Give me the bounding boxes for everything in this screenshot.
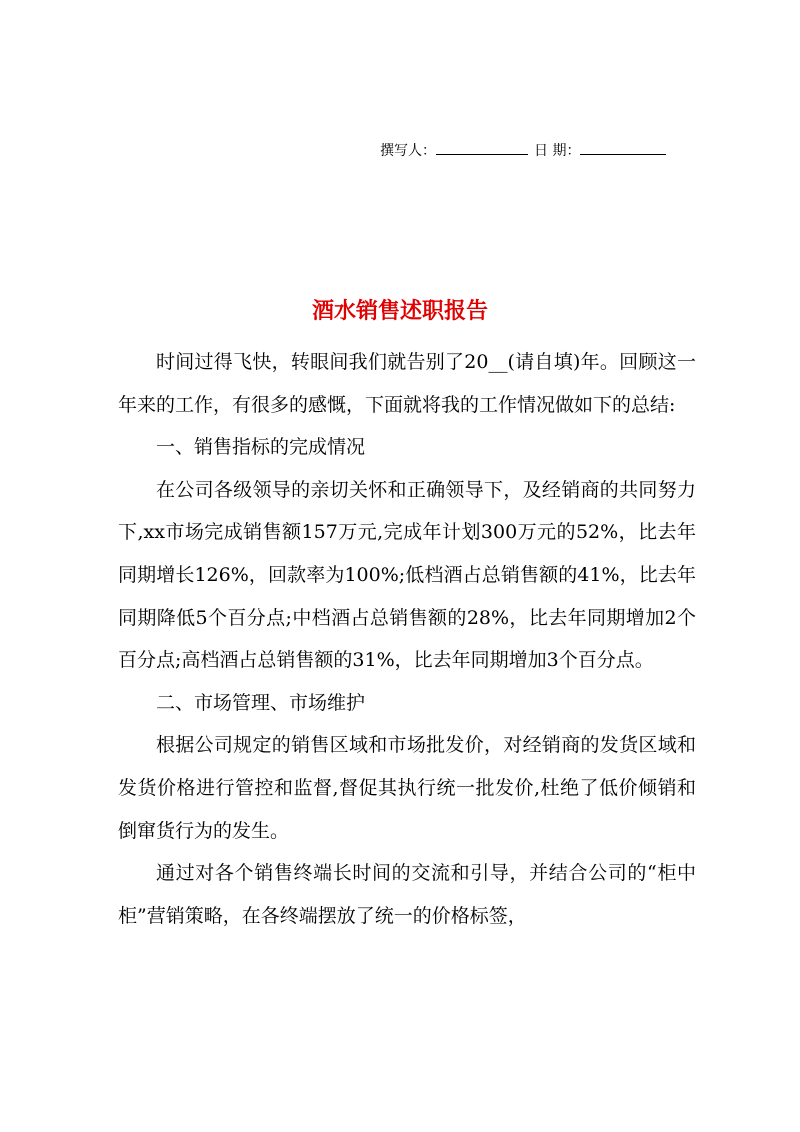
section-heading-1: 一、销售指标的完成情况 [156, 436, 366, 459]
date-label: 日 期： [534, 143, 581, 159]
author-blank [436, 140, 528, 155]
section-heading-2: 二、市场管理、市场维护 [156, 691, 366, 714]
date-blank [580, 140, 666, 155]
paragraph-intro: 时间过得飞快，转眼间我们就告别了20__(请自填)年。回顾这一年来的工作，有很多的感慨，下面就将我的工作情况做如下的总结: [118, 351, 696, 416]
header-signature-line [380, 140, 666, 161]
document-body [118, 341, 696, 937]
document-title: 酒水销售述职报告 [311, 298, 488, 324]
author-label: 撰写人： [380, 143, 436, 159]
paragraph-terminal: 通过对各个销售终端长时间的交流和引导，并结合公司的“柜中柜”营销策略，在各终端摆放了统一的价格标签， [118, 862, 696, 927]
paragraph-market-control: 根据公司规定的销售区域和市场批发价，对经销商的发货区域和发货价格进行管控和监督,督促其执行统一批发价,杜绝了低价倾销和倒窜货行为的发生。 [118, 734, 696, 842]
paragraph-sales: 在公司各级领导的亲切关怀和正确领导下，及经销商的共同努力下,xx市场完成销售额157万元,完成年计划300万元的52%，比去年同期增长126%，回款率为100%;低档酒占总销售额的41%，比去年同期降低5个百分点;中档酒占总销售额的28%，比去年同期增加2个百分点;高档酒占总销售额的31%，比去年同期增加3个百分点。 [118, 478, 696, 672]
